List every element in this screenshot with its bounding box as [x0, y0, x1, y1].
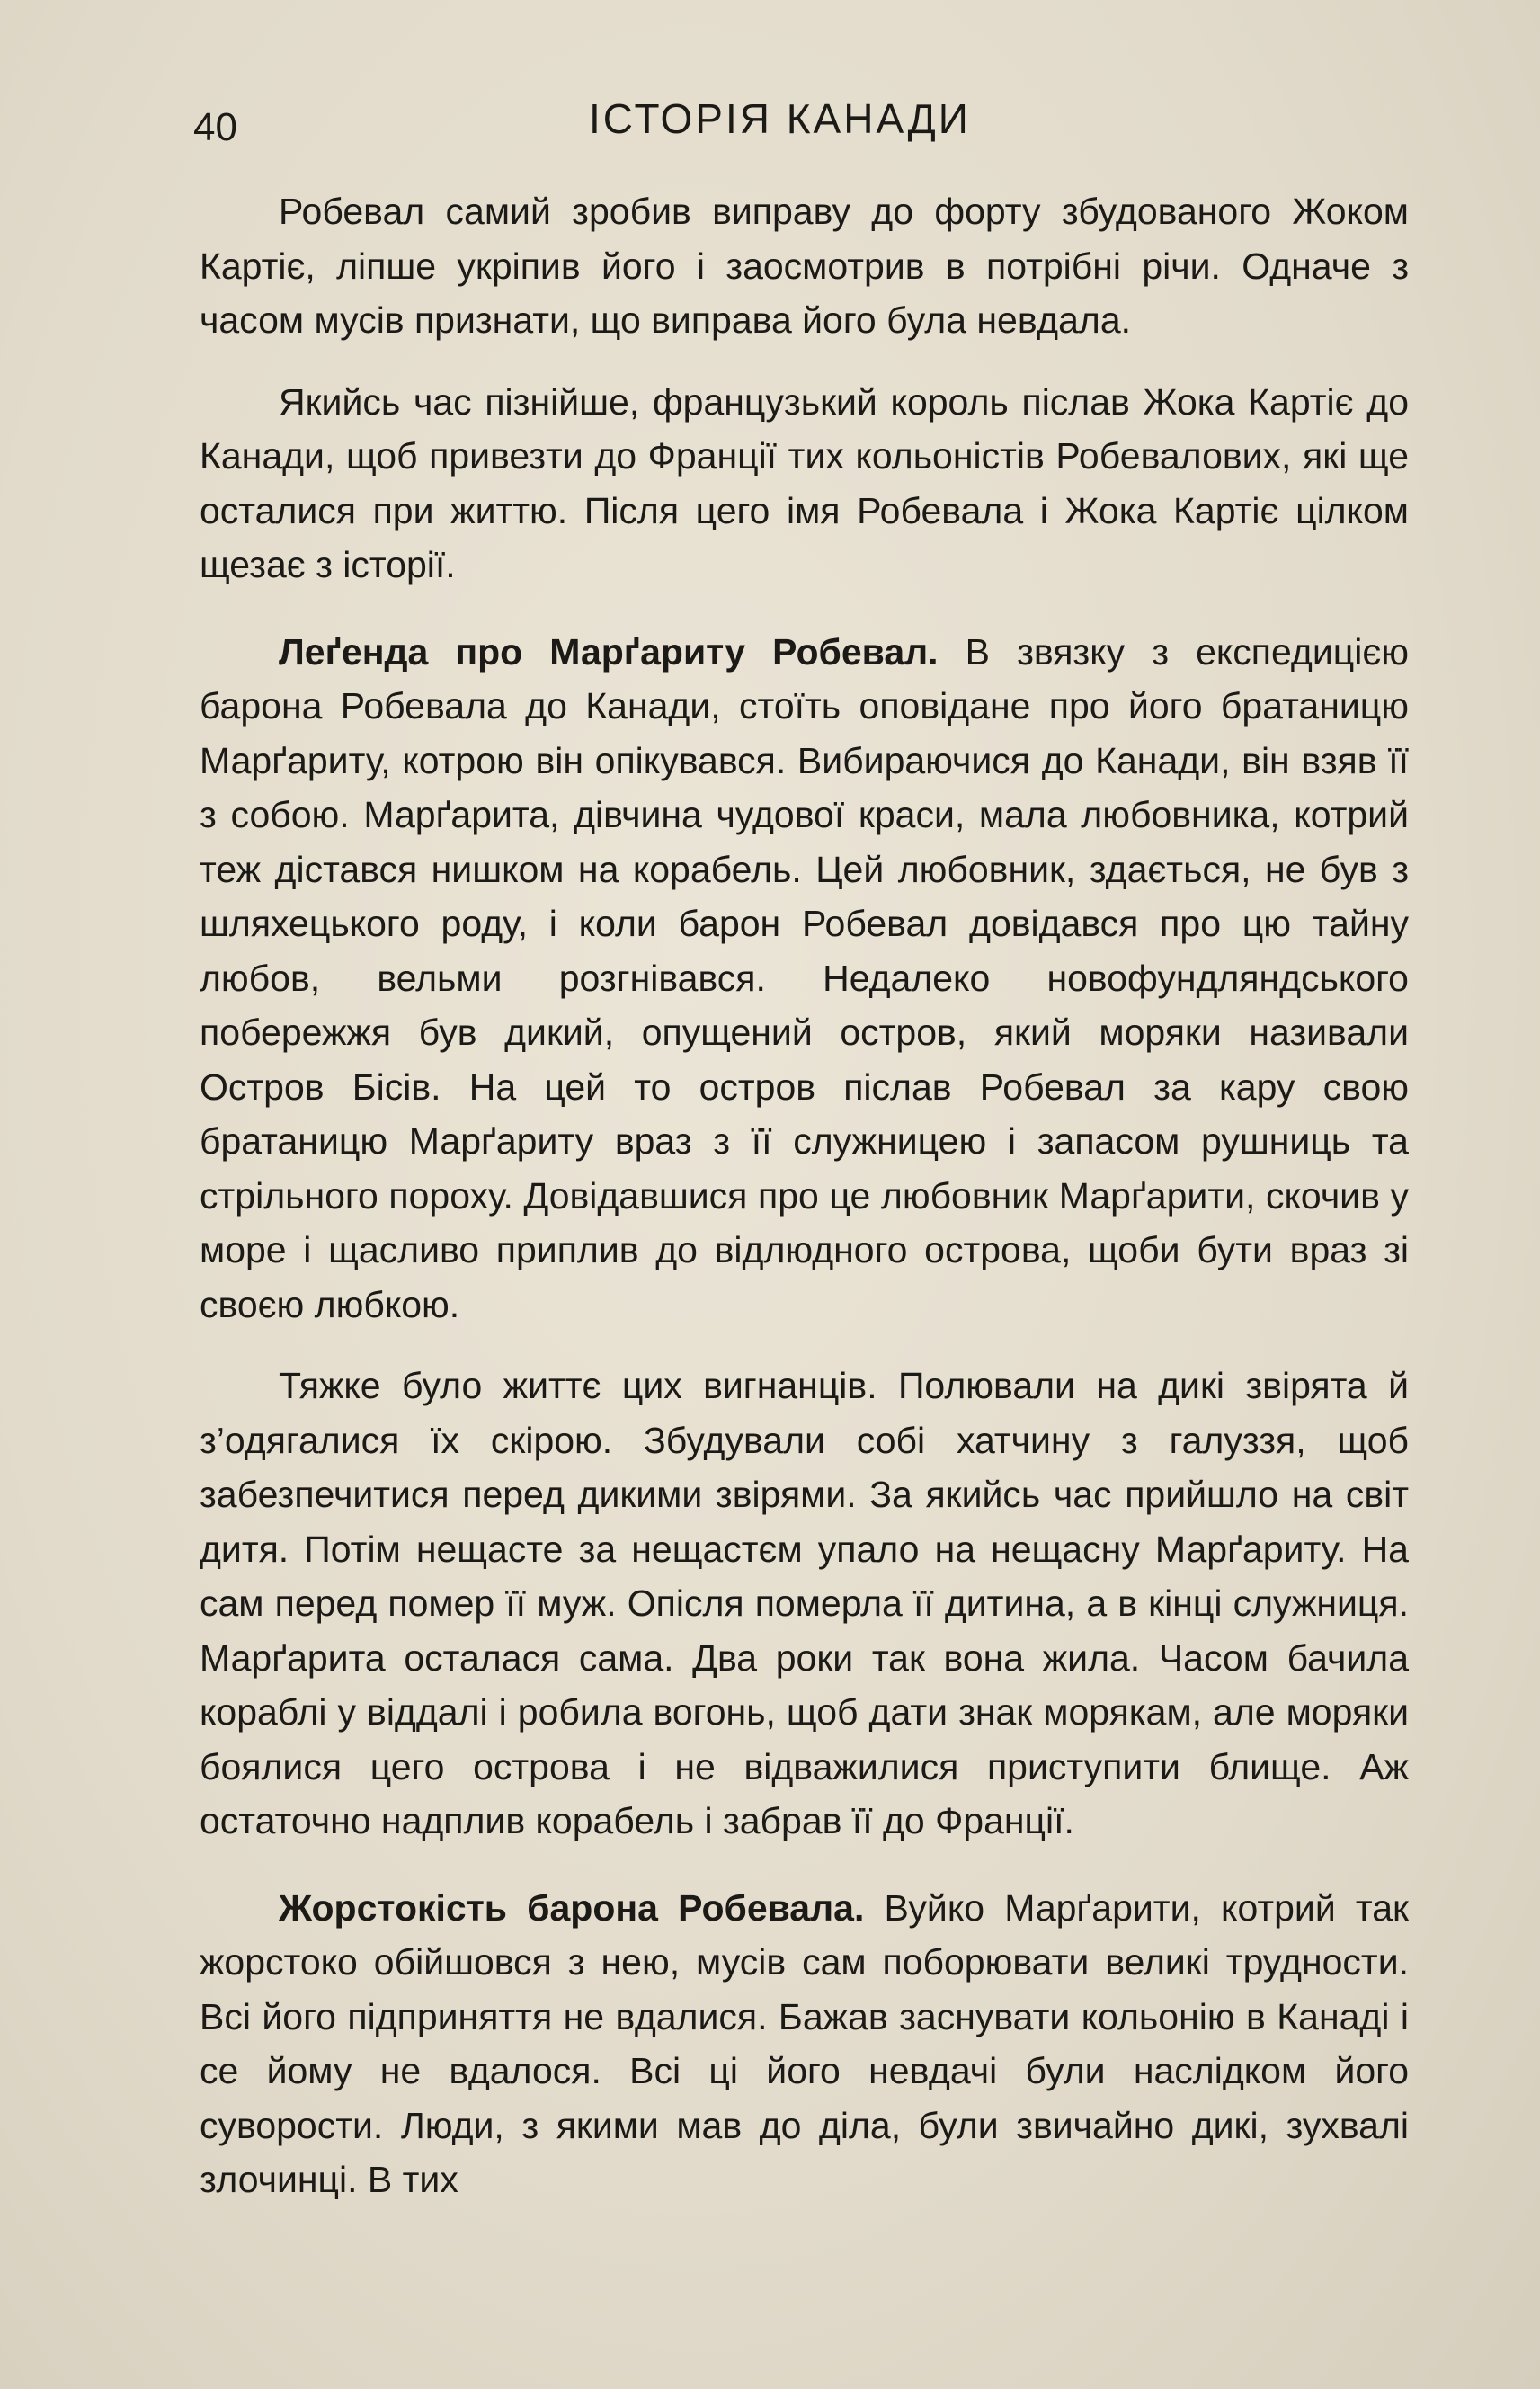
- paragraph: [200, 625, 1409, 1333]
- running-title: ІСТОРІЯ КАНАДИ: [589, 95, 971, 142]
- paragraph-text: В звязку з експедицією барона Робевала до Канади, стоїть оповідане про його братаницю Марґариту, котрою він опікувався. Вибираючися до Канади, він взяв її з собою. Марґарита, дівчина чудової краси, мала любовника, котрий теж дістався нишком на корабель. Цей любовник, здається, не був з шляхецького роду, і коли барон Робевал довідався про цю тайну любов, вельми розгнівався. Недалеко новофундляндського побережжя був дикий, опущений остров, який моряки називали Остров Бісів. На цей то остров післав Робевал за кару свою братаницю Марґариту враз з її служницею і запасом рушниць та стрільного пороху. Довідавшися про це любовник Марґарити, скочив у море і щасливо приплив до відлюдного острова, щоби бути враз зі своєю любкою.: [200, 630, 1409, 1325]
- page-number: 40: [193, 105, 237, 149]
- paragraph: [200, 1359, 1409, 1849]
- page-header: [193, 94, 1407, 157]
- paragraph: [200, 375, 1409, 593]
- paragraph-text: Робевал самий зробив виправу до форту збудованого Жоком Картіє, ліпше укріпив його і заосмотрив в потрібні річи. Одначе з часом мусів признати, що виправа його була невдала.: [200, 191, 1409, 341]
- paragraph-text: Якийсь час пізнійше, французький король післав Жока Картіє до Канади, щоб привезти до Франції тих кольоністів Робевалових, які ще осталися при життю. Після цего імя Робевала і Жока Картіє цілком щезає з історії.: [200, 380, 1409, 585]
- section-heading: Леґенда про Марґариту Робевал.: [279, 630, 939, 673]
- paragraph-text: Вуйко Марґарити, котрий так жорстоко обійшовся з нею, мусів сам поборювати великі трудности. Всі його підприняття не вдалися. Бажав заснувати кольонію в Канаді і се йому не вдалося. Всі ці його невдачі були наслідком його суворости. Люди, з якими мав до діла, були звичайно дикі, зухвалі злочинці. В тих: [200, 1886, 1409, 2200]
- section-heading: Жорстокість барона Робевала.: [279, 1886, 865, 1929]
- paragraph-text: Тяжке було життє цих вигнанців. Полювали на дикі звірята й з’одягалися їх скірою. Збудували собі хатчину з галуззя, щоб забезпечитися перед дикими звірями. За якийсь час прийшло на світ дитя. Потім нещасте за нещастєм упало на нещасну Марґариту. На сам перед помер її муж. Опісля померла її дитина, а в кінці служниця. Марґарита осталася сама. Два роки так вона жила. Часом бачила кораблі у віддалі і робила вогонь, щоб дати знак морякам, але моряки боялися цего острова і не відважилися приступити блище. Аж остаточно надплив корабель і забрав її до Франції.: [200, 1365, 1409, 1841]
- paragraph: [200, 1881, 1409, 2207]
- paragraph: [200, 184, 1409, 348]
- body-text: [200, 184, 1409, 2207]
